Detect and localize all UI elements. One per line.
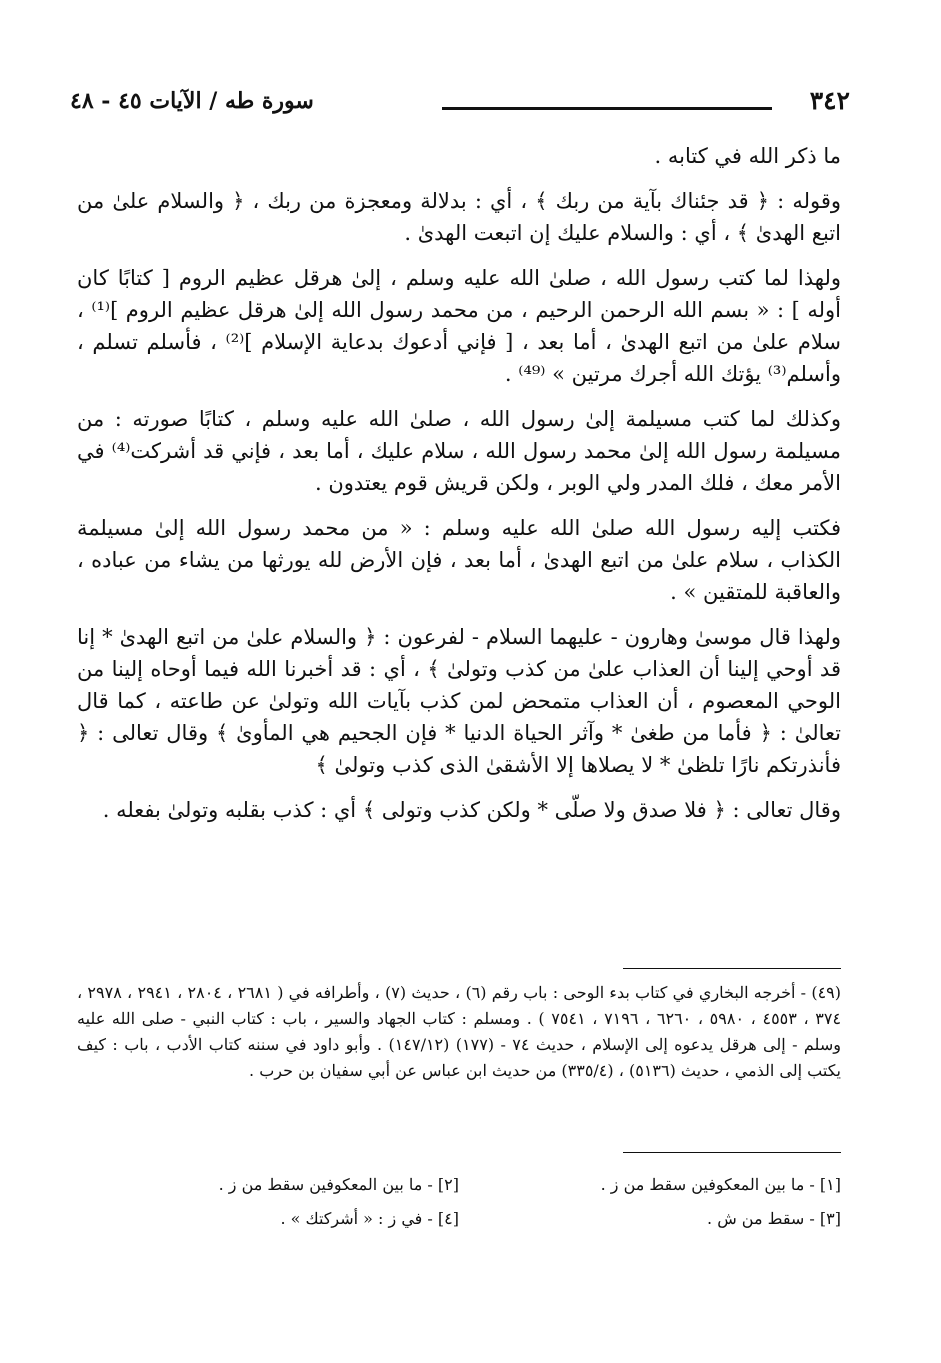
editor-notes [77, 1168, 841, 1236]
paragraph: وقوله : ﴿ قد جئناك بآية من ربك ﴾ ، أي : بدلالة ومعجزة من ربك ، ﴿ والسلام علىٰ من اتبع الهدىٰ ﴾ ، أي : والسلام عليك إن اتبعت الهدىٰ . [77, 189, 841, 245]
page-header [70, 86, 850, 126]
running-title: سورة طه / الآيات ٤٥ - ٤٨ [70, 88, 314, 114]
page-number: ٣٤٢ [809, 86, 850, 115]
note-item: [٤] - في ز : « أشركتك » . [280, 1209, 459, 1228]
paragraph: ولهذا قال موسىٰ وهارون - عليهما السلام - لفرعون : ﴿ والسلام علىٰ من اتبع الهدىٰ * إنا قد أوحي إلينا أن العذاب علىٰ من كذب وتولىٰ ﴾ ، أي : قد أخبرنا الله فيما أوحاه إلينا من الوحي المعصوم ، أن العذاب متمحض لمن كذب بآيات الله وتولىٰ عن طاعته ، كما قال تعالىٰ : ﴿ فأما من طغىٰ * وآثر الحياة الدنيا * فإن الجحيم هي المأوىٰ ﴾ وقال تعالى : ﴿ فأنذرتكم نارًا تلظىٰ * لا يصلاها إلا الأشقىٰ الذى كذب وتولىٰ ﴾ [77, 625, 841, 777]
paragraph: ما ذكر الله في كتابه . [654, 144, 841, 168]
paragraph: ولهذا لما كتب رسول الله ، صلىٰ الله عليه وسلم ، إلىٰ هرقل عظيم الروم [ كتابًا كان أوله ] : « بسم الله الرحمن الرحيم ، من محمد رسول الله إلىٰ هرقل عظيم الروم ]⁽¹⁾ ، سلام علىٰ من اتبع الهدىٰ ، أما بعد ، [ فإني أدعوك بدعاية الإسلام ]⁽²⁾ ، فأسلم تسلم ، وأسلم⁽³⁾ يؤتك الله أجرك مرتين » ⁽⁴⁹⁾ . [77, 266, 841, 386]
notes-separator [623, 1152, 841, 1153]
footnote-text: (٤٩) - أخرجه البخاري في كتاب بدء الوحى : باب رقم (٦) ، حديث (٧) ، وأطرافه في ( ٢٦٨١ ، ٢٨٠٤ ، ٢٩٤١ ، ٢٩٧٨ ، ٣٧٤ ، ٤٥٥٣ ، ٥٩٨٠ ، ٦٢٦٠ ، ٧١٩٦ ، ٧٥٤١ ) . ومسلم : كتاب الجهاد والسير ، باب : كتاب النبي - صلى الله عليه وسلم - إلى هرقل يدعوه إلى الإسلام ، حديث ٧٤ - (١٧٧) (١٤٧/١٢) . وأبو داود في سننه كتاب الأدب ، باب : كيف يكتب إلى الذمي ، حديث (٥١٣٦) ، (٣٣٥/٤) من حديث ابن عباس عن أبي سفيان بن حرب . [77, 983, 842, 1080]
paragraph: وقال تعالى : ﴿ فلا صدق ولا صلّى * ولكن كذب وتولى ﴾ أي : كذب بقلبه وتولىٰ بفعله . [102, 798, 841, 822]
paragraph: فكتب إليه رسول الله صلىٰ الله عليه وسلم : « من محمد رسول الله إلىٰ مسيلمة الكذاب ، سلام علىٰ من اتبع الهدىٰ ، أما بعد ، فإن الأرض لله يورثها من يشاء من عباده ، والعاقبة للمتقين » . [77, 516, 841, 604]
footnote-separator [623, 968, 841, 969]
notes-row [77, 1202, 841, 1236]
hadith-footnote [77, 980, 841, 1084]
header-rule [442, 107, 772, 110]
notes-row [77, 1168, 841, 1202]
note-item: [١] - ما بين المعكوفين سقط من ز . [600, 1175, 841, 1194]
paragraph: وكذلك لما كتب مسيلمة إلىٰ رسول الله ، صلىٰ الله عليه وسلم ، كتابًا صورته : من مسيلمة رسول الله إلىٰ محمد رسول الله ، سلام عليك ، أما بعد ، فإني قد أشركت⁽⁴⁾ في الأمر معك ، فلك المدر ولي الوبر ، ولكن قريش قوم يعتدون . [77, 407, 841, 495]
note-item: [٢] - ما بين المعكوفين سقط من ز . [218, 1175, 459, 1194]
note-item: [٣] - سقط من ش . [707, 1209, 841, 1228]
main-text [77, 140, 841, 839]
